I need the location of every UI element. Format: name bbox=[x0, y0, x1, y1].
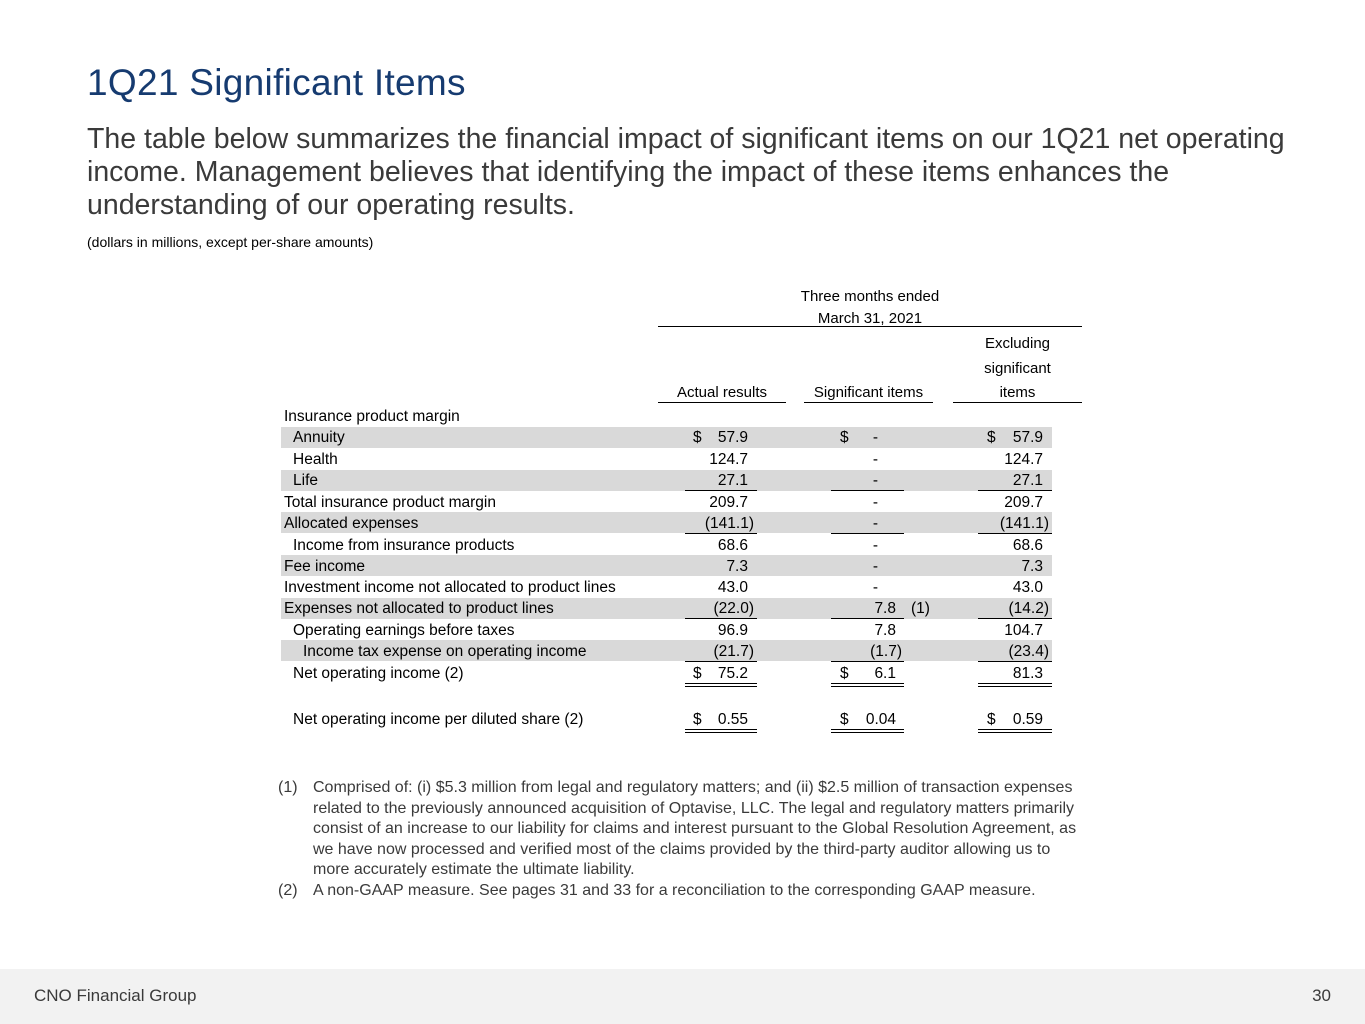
actual-value: 57.9 bbox=[717, 429, 748, 446]
subtotal-rule bbox=[831, 618, 904, 619]
col1-header-rule bbox=[658, 402, 786, 403]
row-label: Income tax expense on operating income bbox=[303, 643, 587, 660]
significant-value: 6.1 bbox=[874, 665, 896, 682]
actual-value: 0.55 bbox=[717, 711, 748, 728]
significant-value: - bbox=[872, 494, 878, 511]
row-band bbox=[281, 427, 1052, 448]
excluding-value: (23.4) bbox=[1008, 643, 1049, 660]
currency-symbol: $ bbox=[840, 429, 849, 446]
row-label: Operating earnings before taxes bbox=[293, 622, 515, 639]
excluding-value: 0.59 bbox=[1012, 711, 1043, 728]
excluding-value: 7.3 bbox=[1021, 558, 1043, 575]
actual-value: 75.2 bbox=[717, 665, 748, 682]
actual-value: 27.1 bbox=[717, 472, 748, 489]
actual-value: 96.9 bbox=[717, 622, 748, 639]
currency-symbol: $ bbox=[693, 429, 702, 446]
total-double-rule bbox=[978, 686, 1052, 687]
footnote-number: (2) bbox=[278, 882, 298, 899]
currency-symbol: $ bbox=[840, 711, 849, 728]
excluding-value: 81.3 bbox=[1012, 665, 1043, 682]
excluding-value: 57.9 bbox=[1012, 429, 1043, 446]
total-double-rule bbox=[831, 729, 904, 730]
subtotal-rule bbox=[831, 490, 904, 491]
excluding-value: 43.0 bbox=[1012, 579, 1043, 596]
actual-value: 209.7 bbox=[709, 494, 748, 511]
currency-symbol: $ bbox=[987, 429, 996, 446]
excluding-value: (14.2) bbox=[1008, 600, 1049, 617]
row-label: Investment income not allocated to product lines bbox=[284, 579, 616, 596]
section-label: Insurance product margin bbox=[284, 408, 460, 425]
footnote-text: A non-GAAP measure. See pages 31 and 33 for a reconciliation to the corresponding GAAP measure. bbox=[313, 882, 1036, 899]
company-name: CNO Financial Group bbox=[34, 986, 197, 1005]
total-double-rule bbox=[831, 732, 904, 733]
excluding-value: 209.7 bbox=[1004, 494, 1043, 511]
total-double-rule bbox=[685, 683, 757, 684]
subtotal-rule bbox=[978, 533, 1052, 534]
excluding-value: (141.1) bbox=[999, 515, 1049, 532]
total-double-rule bbox=[685, 729, 757, 730]
currency-symbol: $ bbox=[693, 711, 702, 728]
intro-paragraph: The table below summarizes the financial impact of significant items on our 1Q21 net operating income. Management believes that identifying the impact of these items enhances the understanding of our operating results. bbox=[87, 123, 1285, 221]
total-double-rule bbox=[978, 732, 1052, 733]
row-label: Total insurance product margin bbox=[284, 494, 496, 511]
page-title: 1Q21 Significant Items bbox=[87, 62, 466, 103]
actual-value: 68.6 bbox=[717, 537, 748, 554]
footnote-ref: (1) bbox=[911, 600, 930, 617]
actual-value: (21.7) bbox=[713, 643, 754, 660]
total-double-rule bbox=[978, 683, 1052, 684]
significant-value: - bbox=[872, 429, 878, 446]
excluding-value: 104.7 bbox=[1004, 622, 1043, 639]
subtotal-rule bbox=[978, 661, 1052, 662]
significant-value: 7.8 bbox=[874, 622, 896, 639]
subtotal-rule bbox=[685, 533, 757, 534]
total-double-rule bbox=[685, 686, 757, 687]
significant-value: (1.7) bbox=[870, 643, 902, 660]
actual-value: (22.0) bbox=[713, 600, 754, 617]
actual-value: 124.7 bbox=[709, 451, 748, 468]
subtotal-rule bbox=[831, 533, 904, 534]
row-label: Income from insurance products bbox=[293, 537, 515, 554]
significant-value: - bbox=[872, 537, 878, 554]
page-number: 30 bbox=[1312, 986, 1331, 1005]
significant-value: - bbox=[872, 515, 878, 532]
col1-header: Actual results bbox=[676, 384, 768, 401]
subtotal-rule bbox=[978, 618, 1052, 619]
total-double-rule bbox=[978, 729, 1052, 730]
footnote-text: Comprised of: (i) $5.3 million from legal and regulatory matters; and (ii) $2.5 million of transaction expenses related to the previously announced acquisition of Optavise, LLC. The legal and regulatory matters primarily consist of an increase to our liability for claims and interest pursuant to the Global Resolution Agreement, as we have now processed and verified most of the claims provided by the third-party auditor allowing us to more accurately estimate the ultimate liability. bbox=[313, 779, 1077, 878]
actual-value: 43.0 bbox=[717, 579, 748, 596]
significant-value: 0.04 bbox=[865, 711, 896, 728]
col3-header-line1: Excluding bbox=[984, 335, 1051, 352]
row-band bbox=[281, 555, 1052, 576]
row-label: Net operating income per diluted share (2) bbox=[293, 711, 584, 728]
row-label: Life bbox=[293, 472, 318, 489]
row-label: Fee income bbox=[284, 558, 365, 575]
actual-value: 7.3 bbox=[726, 558, 748, 575]
period-header-line1: Three months ended bbox=[800, 288, 940, 305]
subtotal-rule bbox=[831, 661, 904, 662]
significant-value: - bbox=[872, 451, 878, 468]
currency-symbol: $ bbox=[693, 665, 702, 682]
subtotal-rule bbox=[685, 618, 757, 619]
total-double-rule bbox=[831, 686, 904, 687]
row-label: Allocated expenses bbox=[284, 515, 419, 532]
total-double-rule bbox=[685, 732, 757, 733]
col2-header-rule bbox=[804, 402, 933, 403]
period-header-rule bbox=[658, 326, 1082, 327]
significant-value: 7.8 bbox=[874, 600, 896, 617]
col3-header-rule bbox=[953, 402, 1082, 403]
page-footer bbox=[0, 969, 1365, 1024]
units-note: (dollars in millions, except per-share amounts) bbox=[87, 234, 374, 250]
period-header-line2: March 31, 2021 bbox=[817, 310, 923, 327]
excluding-value: 68.6 bbox=[1012, 537, 1043, 554]
currency-symbol: $ bbox=[987, 711, 996, 728]
col3-header-line3: items bbox=[999, 384, 1036, 401]
subtotal-rule bbox=[685, 490, 757, 491]
col3-header-line2: significant bbox=[984, 360, 1051, 377]
excluding-value: 124.7 bbox=[1004, 451, 1043, 468]
row-label: Expenses not allocated to product lines bbox=[284, 600, 554, 617]
subtotal-rule bbox=[685, 661, 757, 662]
row-band bbox=[281, 470, 1052, 491]
significant-value: - bbox=[872, 579, 878, 596]
total-double-rule bbox=[831, 683, 904, 684]
row-label: Net operating income (2) bbox=[293, 665, 464, 682]
subtotal-rule bbox=[978, 490, 1052, 491]
row-label: Annuity bbox=[293, 429, 345, 446]
excluding-value: 27.1 bbox=[1012, 472, 1043, 489]
row-label: Health bbox=[293, 451, 338, 468]
footnote-number: (1) bbox=[278, 779, 298, 796]
significant-value: - bbox=[872, 472, 878, 489]
currency-symbol: $ bbox=[840, 665, 849, 682]
col2-header: Significant items bbox=[813, 384, 924, 401]
significant-value: - bbox=[872, 558, 878, 575]
actual-value: (141.1) bbox=[704, 515, 754, 532]
